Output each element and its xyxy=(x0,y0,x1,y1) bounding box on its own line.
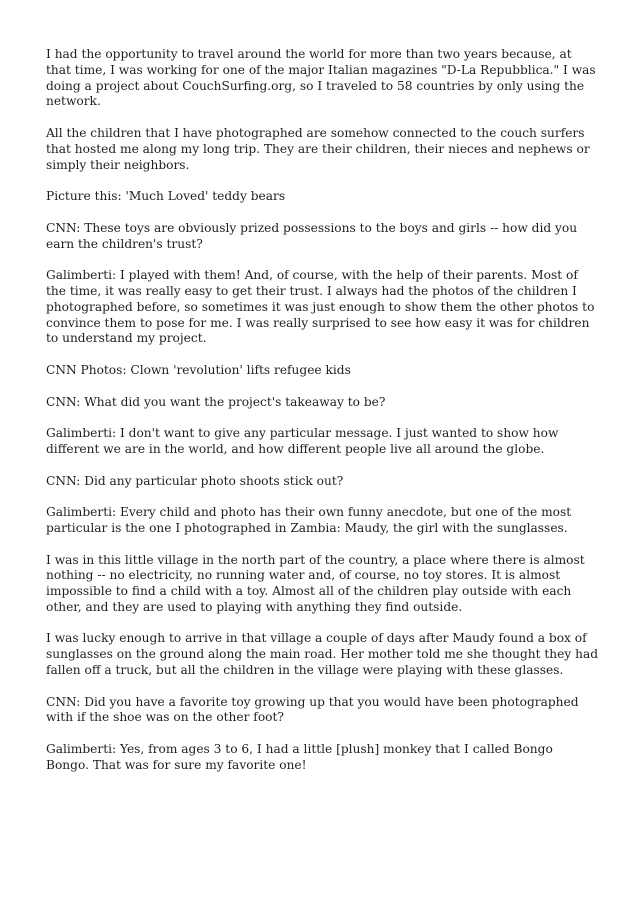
related-link-teddy-bears[interactable]: Picture this: 'Much Loved' teddy bears xyxy=(46,189,286,204)
paragraph-sunglasses: I was lucky enough to arrive in that village a couple of days after Maudy found a box of sunglasses on the ground along the main road. Her mother told me she thought they had fallen off a truck, but all the children in the village were playing with these glasses. xyxy=(46,631,599,678)
paragraph-zambia-village: I was in this little village in the north part of the country, a place where there is almost nothing -- no electricity, no running water and, of course, no toy stores. It is almost impossible to find a child with a toy. Almost all of the children play outside with each other, and they are used to playing with anything they find outside. xyxy=(46,552,585,614)
answer-takeaway: Galimberti: I don't want to give any particular message. I just wanted to show how different we are in the world, and how different people live all around the globe. xyxy=(46,426,559,456)
answer-favorite-toy: Galimberti: Yes, from ages 3 to 6, I had a little [plush] monkey that I called Bongo Bongo. That was for sure my favorite one! xyxy=(46,742,553,772)
paragraph-intro: I had the opportunity to travel around the world for more than two years because, at that time, I was working for one of the major Italian magazines "D-La Repubblica." I was doing a project about CouchSurfing.org, so I traveled to 58 countries by only using the network. xyxy=(46,47,596,109)
article-body xyxy=(46,47,598,789)
related-link-clown-revolution[interactable]: CNN Photos: Clown 'revolution' lifts refugee kids xyxy=(46,362,351,377)
paragraph-children-connection: All the children that I have photographed are somehow connected to the couch surfers that hosted me along my long trip. They are their children, their nieces and nephews or simply their neighbors. xyxy=(46,125,590,172)
question-takeaway: CNN: What did you want the project's takeaway to be? xyxy=(46,394,386,409)
answer-trust: Galimberti: I played with them! And, of course, with the help of their parents. Most of the time, it was really easy to get their trust. I always had the photos of the children I photographed before, so sometimes it was just enough to show them the other photos to convince them to pose for me. I was really surprised to see how easy it was for children to understand my project. xyxy=(46,268,595,346)
question-favorite-toy: CNN: Did you have a favorite toy growing up that you would have been photographed with if the shoe was on the other foot? xyxy=(46,694,579,725)
question-photo-shoots: CNN: Did any particular photo shoots stick out? xyxy=(46,473,344,488)
answer-photo-shoots: Galimberti: Every child and photo has their own funny anecdote, but one of the most particular is the one I photographed in Zambia: Maudy, the girl with the sunglasses. xyxy=(46,505,572,535)
question-trust: CNN: These toys are obviously prized possessions to the boys and girls -- how did you earn the children's trust? xyxy=(46,220,578,251)
